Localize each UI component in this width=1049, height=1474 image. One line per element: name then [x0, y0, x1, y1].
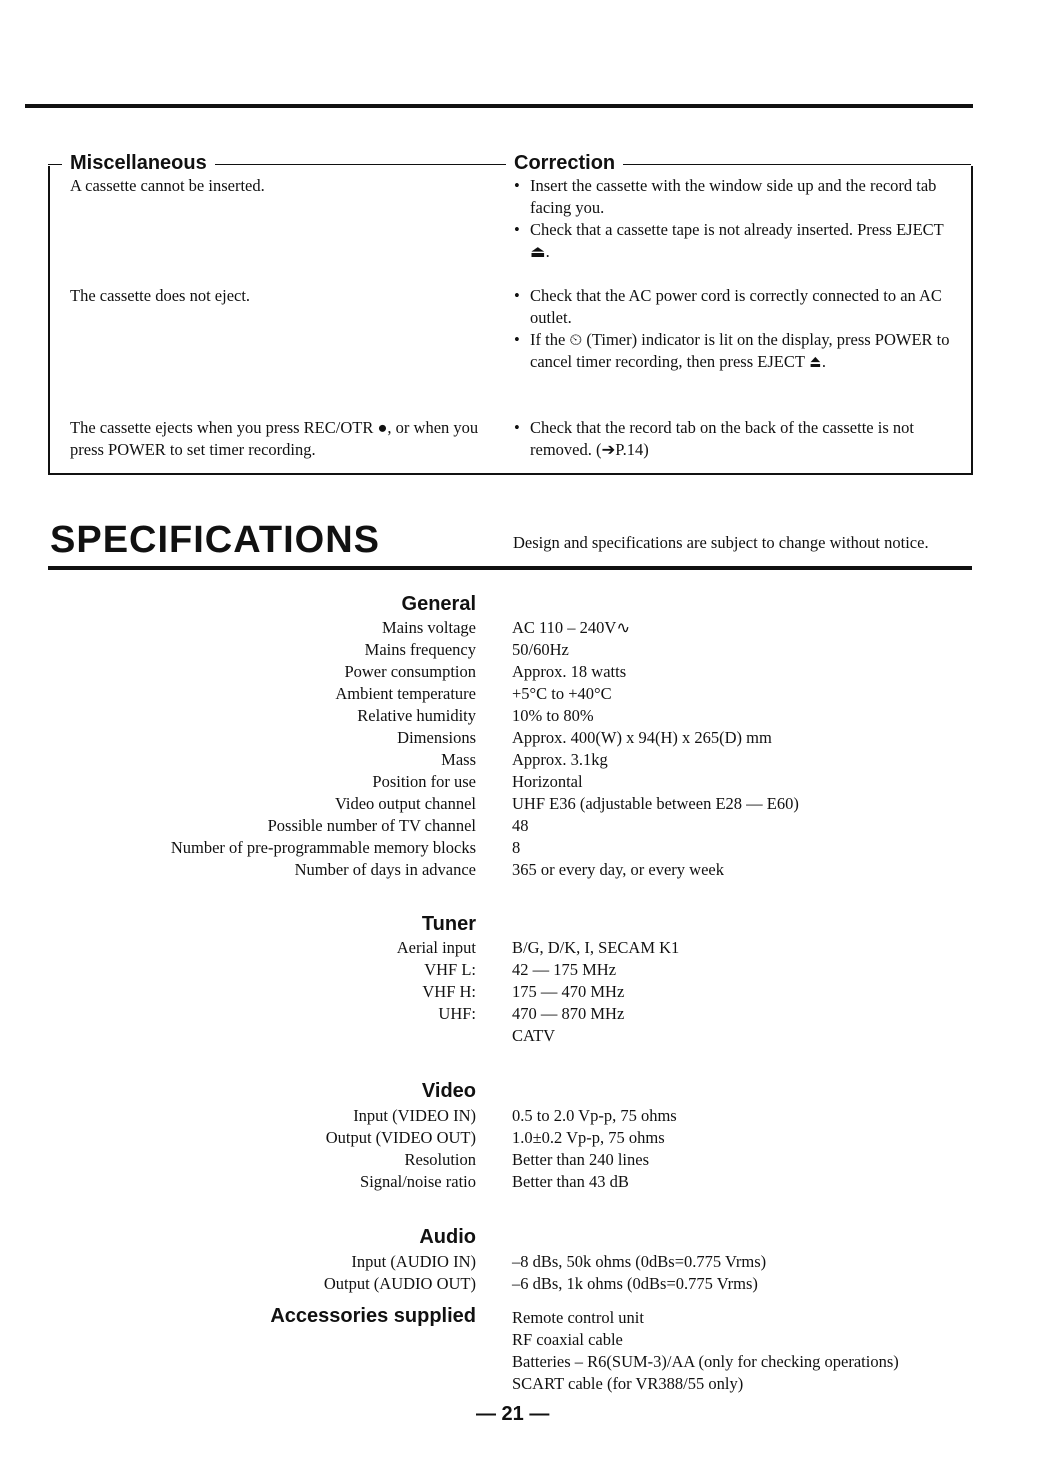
spec-value: UHF E36 (adjustable between E28 — E60)	[512, 794, 799, 813]
spec-label: Input (VIDEO IN)	[353, 1106, 476, 1125]
fix-item: • Check that the record tab on the back of the cassette is not removed. (➔P.14)	[512, 417, 952, 461]
spec-value: 175 — 470 MHz	[512, 982, 625, 1001]
fix-item: • If the ⏲ (Timer) indicator is lit on the display, press POWER to cancel timer recording, then press EJECT ⏏.	[512, 329, 952, 373]
fix-item: • Insert the cassette with the window side up and the record tab facing you.	[512, 175, 952, 219]
accessory-item: Batteries – R6(SUM-3)/AA (only for checking operations)	[512, 1352, 899, 1371]
spec-label: VHF L:	[424, 960, 476, 979]
spec-label: Ambient temperature	[335, 684, 476, 703]
spec-value: 365 or every day, or every week	[512, 860, 724, 879]
spec-value: 8	[512, 838, 521, 857]
spec-label: UHF:	[438, 1004, 476, 1023]
specifications-notice: Design and specifications are subject to change without notice.	[513, 533, 929, 552]
spec-label: Output (AUDIO OUT)	[323, 1274, 476, 1293]
spec-label: Relative humidity	[357, 706, 476, 725]
spec-label: Mass	[441, 750, 476, 769]
spec-value: +5°C to +40°C	[512, 684, 612, 703]
fix-list	[512, 417, 952, 461]
spec-label: Signal/noise ratio	[360, 1172, 476, 1191]
spec-value: Horizontal	[512, 772, 583, 791]
correction-header	[504, 151, 971, 175]
spec-label: Power consumption	[344, 662, 476, 681]
spec-label: VHF H:	[422, 982, 476, 1001]
spec-value: Better than 43 dB	[512, 1172, 629, 1191]
correction-heading: Correction	[506, 151, 623, 175]
problem-text: The cassette ejects when you press REC/OTR ●, or when you press POWER to set timer recording.	[70, 418, 479, 459]
spec-value: Approx. 400(W) x 94(H) x 265(D) mm	[512, 728, 772, 747]
spec-label: Position for use	[372, 772, 476, 791]
fix-list	[512, 175, 952, 263]
spec-label: Number of days in advance	[294, 860, 476, 879]
spec-value: 50/60Hz	[512, 640, 569, 659]
spec-value: 48	[512, 816, 529, 835]
problem-text: The cassette does not eject.	[70, 286, 251, 305]
accessory-item: RF coaxial cable	[512, 1330, 623, 1349]
section-heading: Video	[421, 1080, 476, 1102]
spec-label: Mains frequency	[364, 640, 476, 659]
spec-label: Aerial input	[396, 938, 476, 957]
spec-label: Video output channel	[334, 794, 476, 813]
top-rule	[25, 104, 973, 108]
specifications-title	[50, 518, 380, 562]
spec-label: Input (AUDIO IN)	[351, 1252, 476, 1271]
section-heading: Audio	[419, 1226, 476, 1248]
misc-heading: Miscellaneous	[62, 151, 215, 175]
troubleshooting-table	[48, 151, 971, 473]
spec-value: 10% to 80%	[512, 706, 594, 725]
spec-value: CATV	[512, 1026, 556, 1045]
accessory-item: Remote control unit	[512, 1308, 644, 1327]
spec-value: –6 dBs, 1k ohms (0dBs=0.775 Vrms)	[512, 1274, 758, 1293]
spec-value: B/G, D/K, I, SECAM K1	[512, 938, 680, 957]
page-number: — 21 —	[476, 1403, 550, 1425]
spec-label: Possible number of TV channel	[267, 816, 476, 835]
misc-header	[48, 151, 504, 175]
specifications-rule	[48, 566, 972, 570]
spec-value: AC 110 – 240V∿	[512, 618, 631, 637]
spec-value: Approx. 3.1kg	[512, 750, 608, 769]
spec-value: Approx. 18 watts	[512, 662, 627, 681]
spec-value: 0.5 to 2.0 Vp-p, 75 ohms	[512, 1106, 677, 1125]
spec-label: Output (VIDEO OUT)	[325, 1128, 476, 1147]
spec-label: Resolution	[404, 1150, 476, 1169]
fix-item: • Check that a cassette tape is not already inserted. Press EJECT ⏏.	[512, 219, 952, 263]
spec-value: 1.0±0.2 Vp-p, 75 ohms	[512, 1128, 665, 1147]
problem-text: A cassette cannot be inserted.	[70, 176, 265, 195]
spec-label: Mains voltage	[382, 618, 476, 637]
spec-label: Dimensions	[397, 728, 476, 747]
section-heading: General	[401, 593, 476, 615]
spec-value: –8 dBs, 50k ohms (0dBs=0.775 Vrms)	[512, 1252, 767, 1271]
section-heading: Tuner	[421, 913, 476, 935]
fix-list	[512, 285, 952, 373]
spec-value: 470 — 870 MHz	[512, 1004, 625, 1023]
spec-label: Number of pre-programmable memory blocks	[170, 838, 476, 857]
spec-value: 42 — 175 MHz	[512, 960, 617, 979]
accessory-item: SCART cable (for VR388/55 only)	[512, 1374, 744, 1393]
fix-item: • Check that the AC power cord is correctly connected to an AC outlet.	[512, 285, 952, 329]
specifications-title-text: SPECIFICATIONS	[50, 519, 380, 561]
section-heading: Accessories supplied	[270, 1305, 476, 1327]
spec-value: Better than 240 lines	[512, 1150, 650, 1169]
